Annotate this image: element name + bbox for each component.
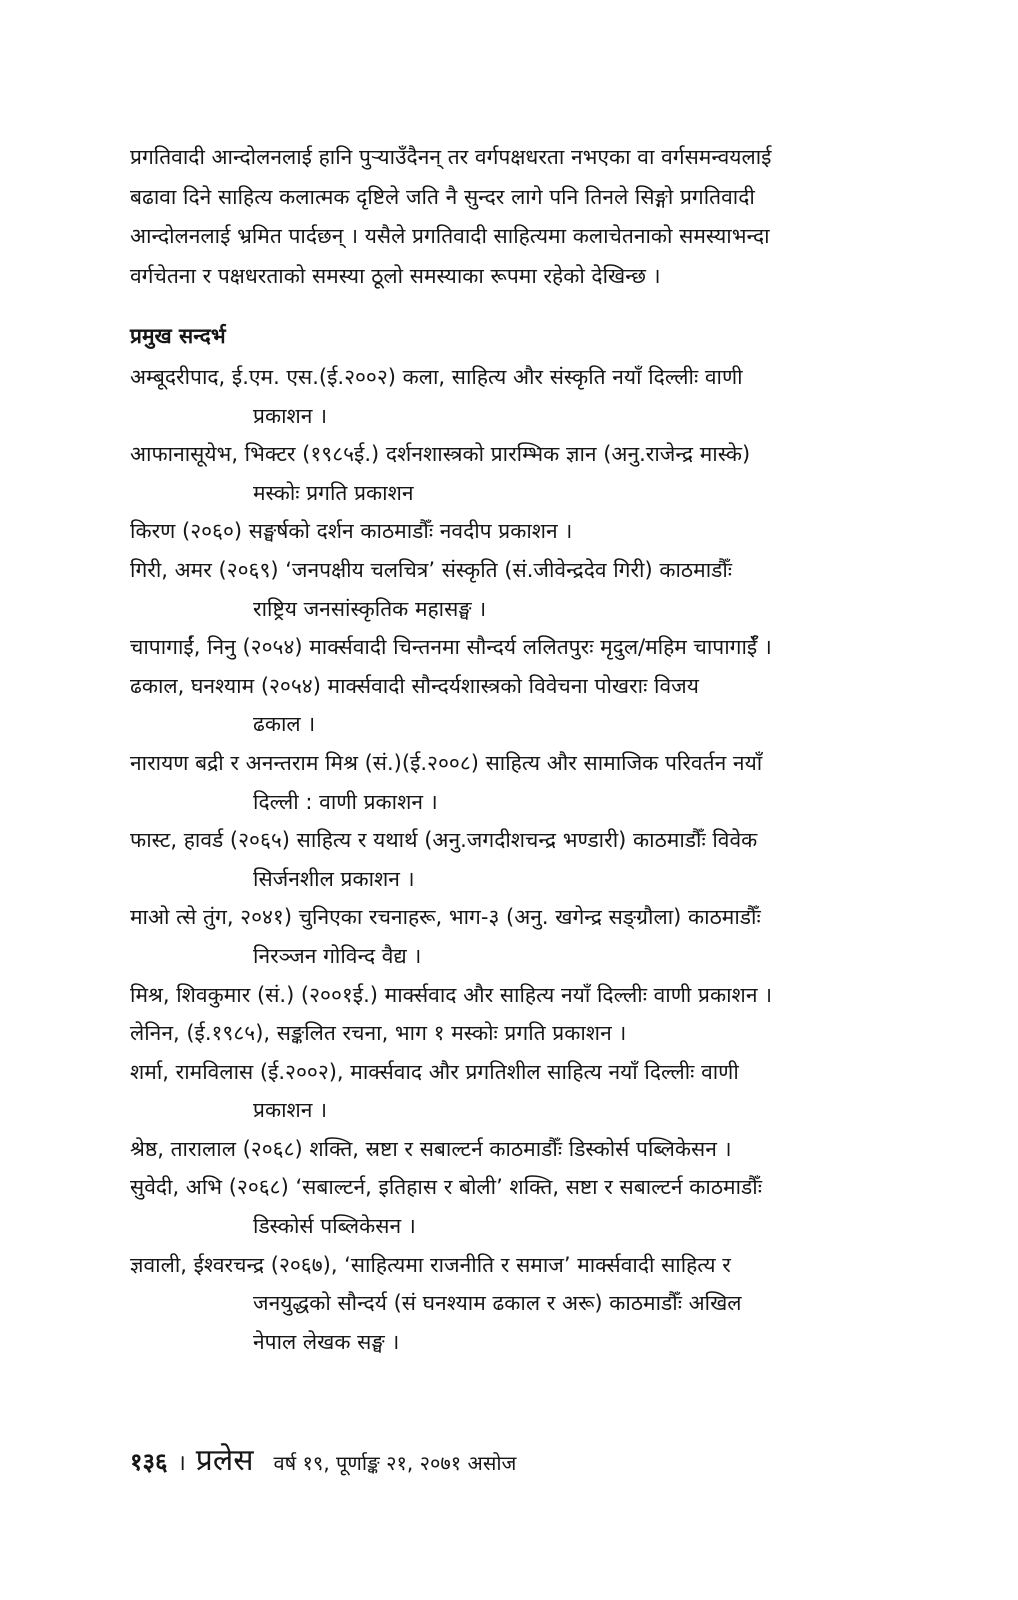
reference-entry — [130, 1246, 876, 1362]
page-content — [130, 138, 876, 1361]
reference-line: मस्कोः प्रगति प्रकाशन — [253, 480, 414, 505]
reference-entry — [130, 628, 876, 667]
reference-line: फास्ट, हावर्ड (२०६५) साहित्य र यथार्थ (अनु.जगदीशचन्द्र भण्डारी) काठमाडौँः विवेक — [130, 828, 758, 853]
reference-entry — [130, 1053, 876, 1130]
paragraph-line: आन्दोलनलाई भ्रमित पार्दछन् । यसैले प्रगतिवादी साहित्यमा कलाचेतनाको समस्याभन्दा — [130, 224, 770, 248]
reference-entry — [130, 1130, 876, 1169]
reference-line: शर्मा, रामविलास (ई.२००२), मार्क्सवाद और प्रगतिशील साहित्य नयाँ दिल्लीः वाणी — [130, 1059, 739, 1084]
reference-line: सुवेदी, अभि (२०६८) ‘सबाल्टर्न, इतिहास र बोली’ शक्ति, सष्टा र सबाल्टर्न काठमाडौँः — [130, 1175, 762, 1200]
reference-line: ढकाल, घनश्याम (२०५४) मार्क्सवादी सौन्दर्यशास्त्रको विवेचना पोखराः विजय — [130, 673, 699, 698]
reference-line: चापागाईं, निनु (२०५४) मार्क्सवादी चिन्तनमा सौन्दर्य ललितपुरः मृदुल/महिम चापागाईँ । — [130, 635, 772, 660]
reference-line: किरण (२०६०) सङ्घर्षको दर्शन काठमाडौँः नवदीप प्रकाशन । — [130, 519, 573, 544]
footer-separator: । — [177, 1451, 186, 1476]
reference-line: जनयुद्धको सौन्दर्य (सं घनश्याम ढकाल र अरू) काठमाडौँः अखिल — [253, 1291, 742, 1316]
reference-line: निरञ्जन गोविन्द वैद्य । — [253, 943, 422, 968]
paragraph-line: प्रगतिवादी आन्दोलनलाई हानि पुऱ्याउँदैनन् तर वर्गपक्षधरता नभएका वा वर्गसमन्वयलाई — [130, 145, 772, 169]
references-list — [130, 358, 876, 1361]
paragraph-line: वर्गचेतना र पक्षधरताको समस्या ठूलो समस्याका रूपमा रहेको देखिन्छ । — [130, 263, 661, 288]
references-heading: प्रमुख सन्दर्भ — [130, 324, 226, 348]
reference-line: प्रकाशन । — [253, 1098, 328, 1123]
reference-line: नेपाल लेखक सङ्घ । — [253, 1329, 400, 1354]
reference-entry — [130, 821, 876, 898]
reference-line: श्रेष्ठ, तारालाल (२०६८) शक्ति, स्रष्टा र सबाल्टर्न काठमाडौँः डिस्कोर्स पब्लिकेसन । — [130, 1136, 732, 1161]
reference-entry — [130, 435, 876, 512]
reference-entry — [130, 1014, 876, 1053]
reference-line: लेनिन, (ई.१९८५), सङ्कलित रचना, भाग १ मस्कोः प्रगति प्रकाशन । — [130, 1021, 627, 1046]
issue-info: वर्ष १९, पूर्णाङ्क २१, २०७१ असोज — [273, 1451, 517, 1475]
body-paragraph — [130, 138, 876, 296]
reference-line: ढकाल । — [253, 712, 316, 737]
reference-entry — [130, 512, 876, 551]
reference-line: मिश्र, शिवकुमार (सं.) (२००१ई.) मार्क्सवाद और साहित्य नयाँ दिल्लीः वाणी प्रकाशन । — [130, 982, 773, 1007]
page-footer — [130, 1438, 516, 1479]
reference-line: गिरी, अमर (२०६९) ‘जनपक्षीय चलचित्र’ संस्कृति (सं.जीवेन्द्रदेव गिरी) काठमाडौँः — [130, 557, 733, 582]
reference-line: आफानासूयेभ, भिक्टर (१९८५ई.) दर्शनशास्त्रको प्रारम्भिक ज्ञान (अनु.राजेन्द्र मास्के) — [130, 442, 751, 467]
reference-entry — [130, 358, 876, 435]
reference-entry — [130, 744, 876, 821]
reference-line: माओ त्से तुंग, २०४१) चुनिएका रचनाहरू, भाग-३ (अनु. खगेन्द्र सङ्ग्रौला) काठमाडौँः — [130, 905, 761, 930]
reference-line: राष्ट्रिय जनसांस्कृतिक महासङ्घ । — [253, 596, 487, 621]
reference-entry — [130, 551, 876, 628]
reference-entry — [130, 976, 876, 1015]
reference-entry — [130, 667, 876, 744]
page-number: १३६ — [130, 1448, 168, 1476]
reference-line: दिल्ली : वाणी प्रकाशन । — [253, 789, 438, 814]
reference-entry — [130, 1168, 876, 1245]
reference-line: प्रकाशन । — [253, 403, 328, 428]
reference-line: डिस्कोर्स पब्लिकेसन । — [253, 1214, 416, 1239]
journal-name: प्रलेस — [195, 1443, 254, 1478]
paragraph-line: बढावा दिने साहित्य कलात्मक दृष्टिले जति नै सुन्दर लागे पनि तिनले सिङ्गो प्रगतिवादी — [130, 184, 755, 209]
reference-line: ज्ञवाली, ईश्वरचन्द्र (२०६७), ‘साहित्यमा राजनीति र समाज’ मार्क्सवादी साहित्य र — [130, 1252, 731, 1277]
reference-line: अम्बूदरीपाद, ई.एम. एस.(ई.२००२) कला, साहित्य और संस्कृति नयाँ दिल्लीः वाणी — [130, 365, 743, 389]
reference-line: सिर्जनशील प्रकाशन । — [253, 866, 415, 891]
reference-line: नारायण बद्री र अनन्तराम मिश्र (सं.)(ई.२००८) साहित्य और सामाजिक परिवर्तन नयाँ — [130, 750, 763, 775]
reference-entry — [130, 898, 876, 975]
